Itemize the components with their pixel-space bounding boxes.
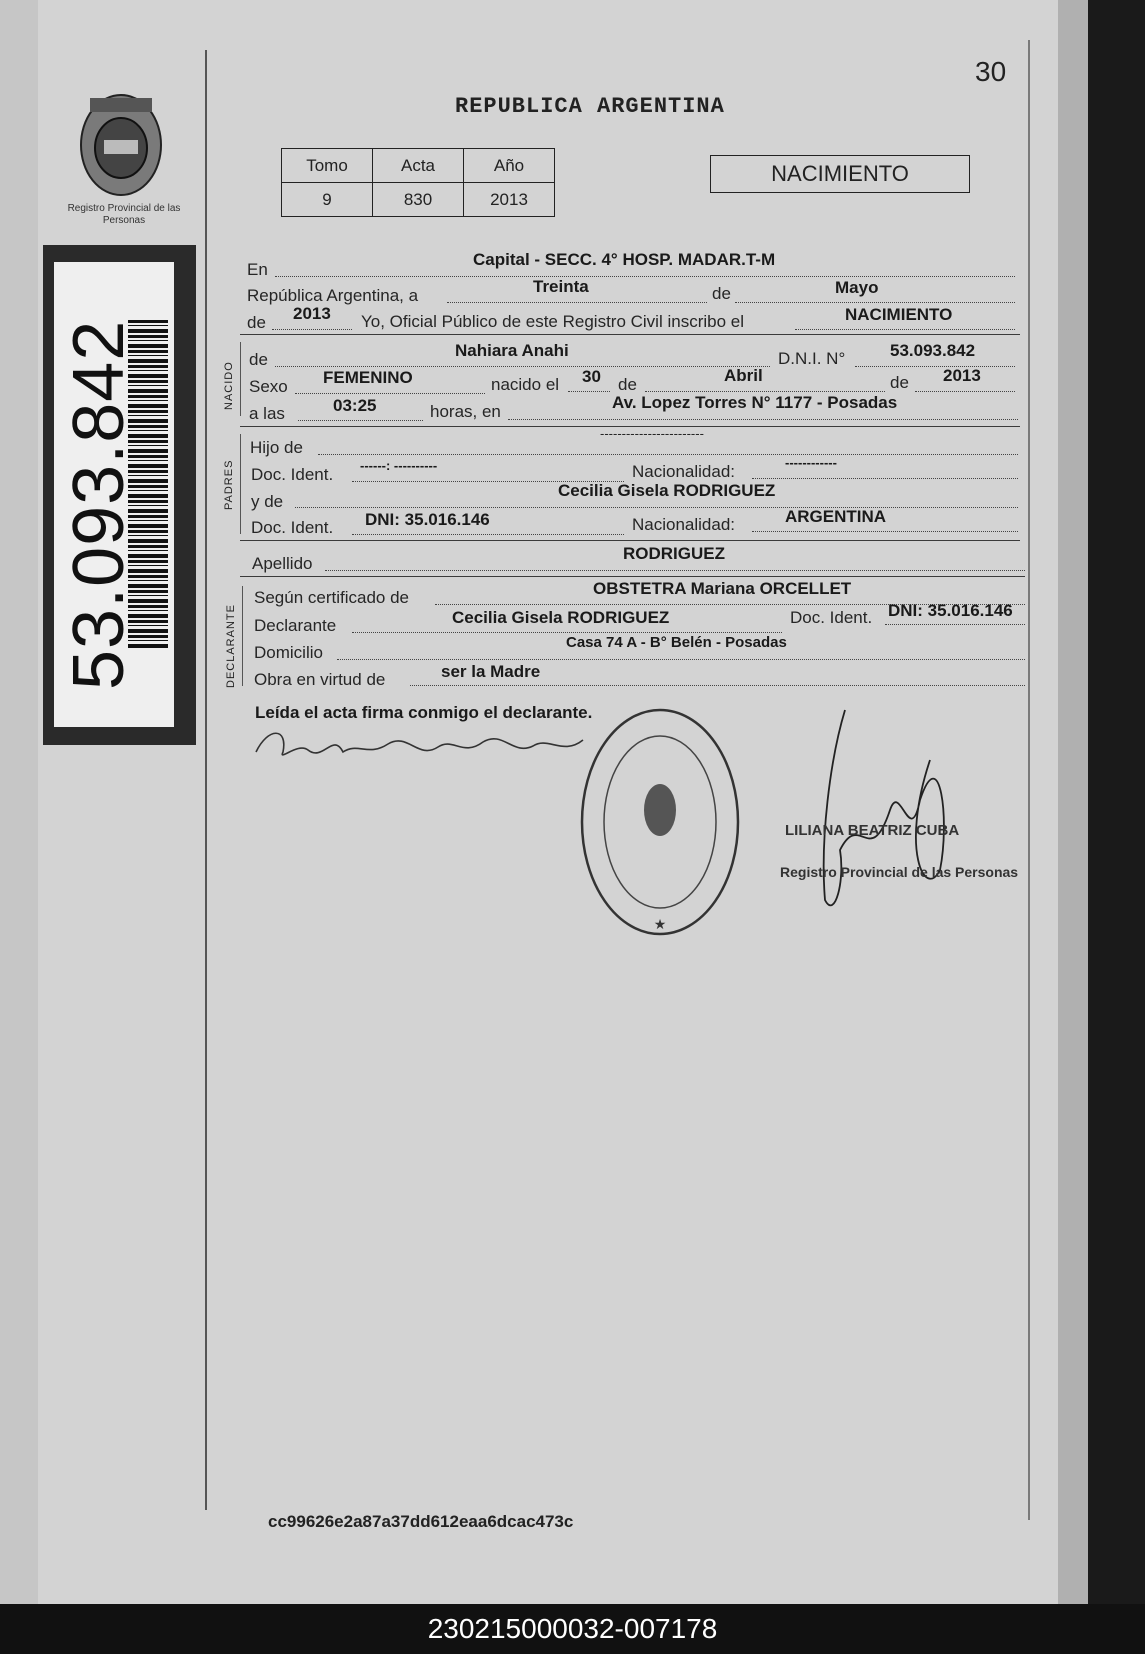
lugar-value: Av. Lopez Torres N° 1177 - Posadas (612, 393, 898, 412)
padre-nac-value: ------------ (785, 455, 837, 470)
section-declarante-label: DECLARANTE (225, 604, 237, 688)
padre-nac-label: Nacionalidad: (632, 462, 736, 481)
declarante-value: Cecilia Gisela RODRIGUEZ (452, 608, 670, 627)
madre-doc-value: DNI: 35.016.146 (365, 510, 490, 529)
val-tomo: 9 (282, 183, 373, 217)
hijo-label: Hijo de (250, 438, 303, 457)
col-tomo: Tomo (282, 149, 373, 183)
declarante-doc-value: DNI: 35.016.146 (888, 601, 1013, 620)
section-padres-label: PADRES (223, 459, 235, 510)
inscribo-value: NACIMIENTO (845, 305, 953, 324)
sexo-label: Sexo (249, 377, 288, 396)
svg-text:★: ★ (653, 917, 667, 933)
footer-id: 230215000032-007178 (0, 1604, 1145, 1654)
madre-nac-label: Nacionalidad: (632, 515, 736, 534)
anio-value: 2013 (293, 304, 331, 323)
official-signature (800, 700, 980, 930)
segun-value: OBSTETRA Mariana ORCELLET (593, 579, 852, 598)
padre-doc-label: Doc. Ident. (251, 465, 334, 484)
en-label: En (247, 260, 268, 279)
apellido-value: RODRIGUEZ (623, 544, 725, 563)
hora-value: 03:25 (333, 396, 377, 415)
domicilio-label: Domicilio (254, 643, 323, 662)
oficial-text: Yo, Oficial Público de este Registro Civil inscribo el (361, 312, 744, 331)
dni-label: D.N.I. N° (778, 349, 846, 368)
nombre-value: Nahiara Anahi (455, 341, 569, 360)
segun-label: Según certificado de (254, 588, 409, 607)
madre-doc-label: Doc. Ident. (251, 518, 334, 537)
registry-seal-logo (76, 90, 166, 200)
closing-statement: Leída el acta firma conmigo el declarante. (255, 703, 593, 722)
obra-value: ser la Madre (441, 662, 541, 681)
val-acta: 830 (373, 183, 464, 217)
domicilio-value: Casa 74 A - B° Belén - Posadas (566, 634, 787, 651)
tomo-acta-anio-table (281, 148, 555, 217)
nacido-dia: 30 (582, 367, 601, 386)
dni-value: 53.093.842 (890, 341, 976, 360)
page-fold (205, 50, 207, 1510)
barcode-number: 53.093.842 (59, 319, 139, 690)
declarante-doc-label: Doc. Ident. (790, 608, 873, 627)
act-type-box: NACIMIENTO (710, 155, 970, 193)
col-acta: Acta (373, 149, 464, 183)
de-label-2: de (247, 313, 266, 332)
official-title: Registro Provincial de las Personas (780, 864, 1019, 880)
official-seal-stamp (578, 705, 743, 940)
official-name: LILIANA BEATRIZ CUBA (785, 822, 960, 839)
dia-value: Treinta (533, 277, 589, 296)
page-number: 30 (975, 56, 1007, 87)
de-label-5: de (890, 373, 909, 392)
val-anio: 2013 (464, 183, 555, 217)
hijo-value: ------------------------ (600, 426, 704, 441)
mes-value: Mayo (835, 278, 879, 297)
col-anio: Año (464, 149, 555, 183)
horas-label: horas, en (430, 402, 501, 421)
madre-value: Cecilia Gisela RODRIGUEZ (558, 481, 776, 500)
de-label-3: de (249, 350, 268, 369)
section-nacido-label: NACIDO (223, 361, 235, 410)
nacido-mes: Abril (724, 366, 763, 385)
en-value: Capital - SECC. 4° HOSP. MADAR.T-M (473, 250, 776, 269)
logo-caption: Registro Provincial de las Personas (67, 203, 181, 226)
apellido-label: Apellido (252, 554, 313, 573)
declarant-signature (248, 722, 598, 767)
alas-label: a las (249, 404, 285, 423)
madre-nac-value: ARGENTINA (785, 507, 887, 526)
document-hash: cc99626e2a87a37dd612eaa6dcac473c (268, 1512, 574, 1531)
document-title: REPUBLICA ARGENTINA (455, 94, 725, 119)
de-label-4: de (618, 375, 637, 394)
declarante-label: Declarante (254, 616, 337, 635)
nacido-label: nacido el (491, 375, 560, 394)
padre-doc-value: ------: ---------- (360, 458, 438, 473)
sexo-value: FEMENINO (323, 368, 413, 387)
right-margin-line (1028, 40, 1030, 1520)
republica-label: República Argentina, a (247, 286, 419, 305)
obra-label: Obra en virtud de (254, 670, 386, 689)
yde-label: y de (251, 492, 284, 511)
nacido-anio: 2013 (943, 366, 981, 385)
de-label: de (712, 284, 731, 303)
